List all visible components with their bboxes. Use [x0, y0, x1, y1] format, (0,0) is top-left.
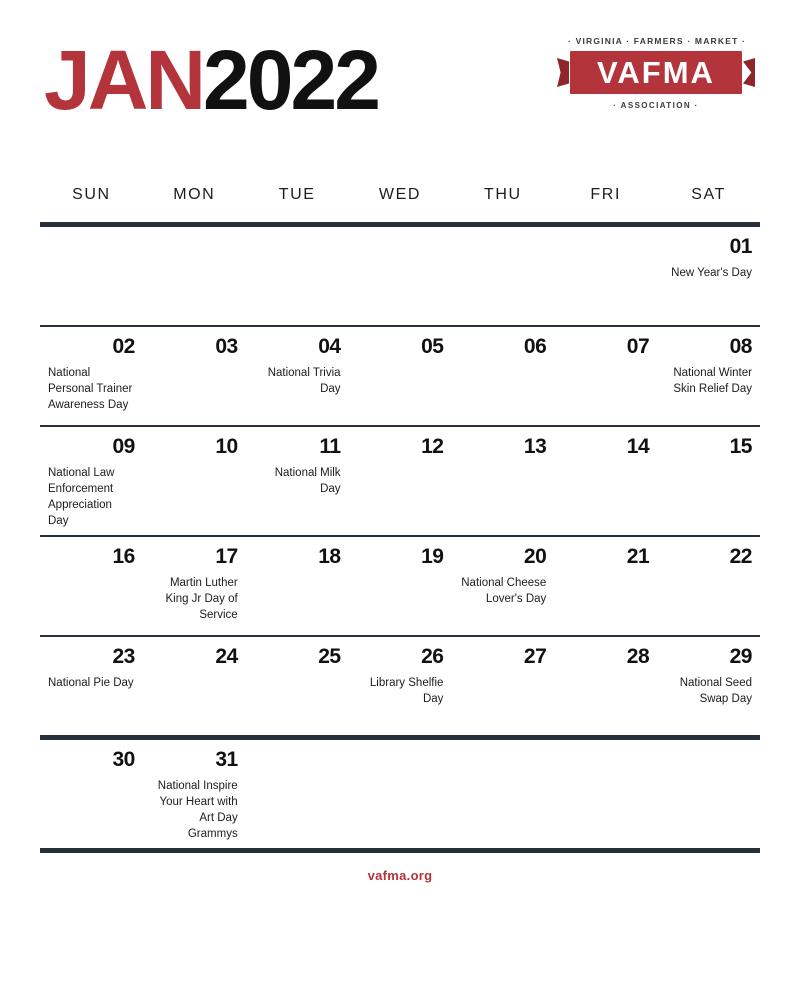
day-number: 05: [421, 335, 444, 358]
logo-bottom-text: · ASSOCIATION ·: [613, 101, 699, 110]
day-event: National Cheese Lover's Day: [461, 577, 547, 605]
day-number: 20: [523, 545, 547, 568]
day-events: [665, 365, 752, 397]
page-header: [0, 0, 800, 152]
weekday-tue: TUE: [278, 186, 316, 203]
calendar-day-cell[interactable]: [349, 427, 452, 535]
day-events: [151, 575, 238, 623]
calendar-day-cell[interactable]: [246, 637, 349, 735]
page-title: [44, 33, 378, 127]
calendar-empty-cell: [349, 740, 452, 848]
day-number: 15: [729, 435, 752, 458]
day-number: 06: [523, 335, 547, 358]
day-number: 22: [729, 545, 752, 568]
calendar-day-cell[interactable]: [657, 637, 760, 735]
day-number: 30: [112, 748, 135, 771]
day-events: [459, 575, 546, 607]
weekday-fri: FRI: [590, 186, 621, 203]
weeks-container: [40, 227, 760, 853]
day-number: 27: [523, 645, 547, 668]
day-number: 24: [215, 645, 238, 668]
calendar-day-cell[interactable]: [657, 227, 760, 325]
day-event: National Trivia Day: [267, 367, 341, 395]
day-number: 14: [626, 435, 650, 458]
logo-name: VAFMA: [597, 55, 715, 90]
calendar-empty-cell: [349, 227, 452, 325]
logo-top-text: · VIRGINIA · FARMERS · MARKET ·: [568, 36, 747, 46]
weekday-thu: THU: [484, 186, 522, 203]
day-number: 13: [523, 435, 547, 458]
day-events: [665, 265, 752, 281]
day-event: National Pie Day: [48, 677, 134, 689]
day-event: National Law Enforcement Appreciation Day: [48, 467, 115, 527]
calendar-empty-cell: [246, 227, 349, 325]
day-events: [48, 675, 135, 691]
calendar-day-cell[interactable]: [451, 327, 554, 425]
day-events: [151, 778, 238, 842]
calendar-empty-cell: [143, 227, 246, 325]
weekday-header-row: [0, 152, 800, 222]
calendar-day-cell[interactable]: [143, 327, 246, 425]
calendar-day-cell[interactable]: [554, 537, 657, 635]
day-number: 10: [215, 435, 238, 458]
calendar-empty-cell: [246, 740, 349, 848]
website-link[interactable]: vafma.org: [367, 868, 433, 883]
calendar-week-row: [40, 227, 760, 325]
calendar-week-row: [40, 427, 760, 535]
calendar-day-cell[interactable]: [143, 537, 246, 635]
day-number: 02: [112, 335, 135, 358]
calendar-week-row: [40, 740, 760, 848]
day-number: 17: [215, 545, 238, 568]
day-events: [48, 365, 135, 413]
day-event: National Seed Swap Day: [679, 677, 752, 705]
calendar-day-cell[interactable]: [246, 327, 349, 425]
weekday-mon: MON: [173, 186, 216, 203]
calendar-empty-cell: [451, 740, 554, 848]
calendar-day-cell[interactable]: [349, 537, 452, 635]
day-events: [254, 365, 341, 397]
calendar-empty-cell: [657, 740, 760, 848]
day-event: Library Shelfie Day: [369, 677, 444, 705]
calendar-day-cell[interactable]: [143, 637, 246, 735]
calendar-day-cell[interactable]: [657, 327, 760, 425]
day-number: 07: [626, 335, 650, 358]
calendar-empty-cell: [40, 227, 143, 325]
title-year: 2022: [203, 33, 378, 127]
calendar-week-row: [40, 537, 760, 635]
calendar-empty-cell: [554, 227, 657, 325]
calendar-day-cell[interactable]: [451, 427, 554, 535]
day-number: 16: [112, 545, 135, 568]
calendar-day-cell[interactable]: [246, 537, 349, 635]
calendar-day-cell[interactable]: [40, 740, 143, 848]
calendar-day-cell[interactable]: [40, 637, 143, 735]
calendar-day-cell[interactable]: [349, 327, 452, 425]
calendar-day-cell[interactable]: [554, 637, 657, 735]
calendar-day-cell[interactable]: [40, 327, 143, 425]
day-events: [665, 675, 752, 707]
day-number: 12: [421, 435, 444, 458]
day-number: 21: [626, 545, 650, 568]
page-footer: [40, 853, 760, 885]
calendar-week-row: [40, 637, 760, 735]
day-event: National Milk Day: [274, 467, 341, 495]
day-number: 18: [318, 545, 341, 568]
calendar-day-cell[interactable]: [554, 327, 657, 425]
day-number: 01: [729, 235, 752, 258]
weekday-sun: SUN: [72, 186, 111, 203]
day-number: 08: [729, 335, 752, 358]
logo-banner: [568, 49, 744, 96]
day-event: New Year's Day: [671, 267, 752, 279]
calendar-day-cell[interactable]: [40, 427, 143, 535]
calendar-empty-cell: [554, 740, 657, 848]
day-events: [254, 465, 341, 497]
title-month: JAN: [44, 33, 204, 127]
vafma-logo: [568, 36, 747, 124]
day-event: National Personal Trainer Awareness Day: [48, 367, 133, 411]
calendar-day-cell[interactable]: [246, 427, 349, 535]
calendar-day-cell[interactable]: [40, 537, 143, 635]
day-number: 04: [318, 335, 341, 358]
day-number: 19: [421, 545, 444, 568]
calendar-day-cell[interactable]: [657, 427, 760, 535]
day-number: 03: [215, 335, 238, 358]
day-number: 26: [421, 645, 444, 668]
calendar-day-cell[interactable]: [554, 427, 657, 535]
calendar-grid: [0, 222, 800, 885]
day-number: 11: [319, 435, 341, 458]
day-events: [48, 465, 135, 529]
calendar-week-row: [40, 327, 760, 425]
day-number: 31: [215, 748, 238, 771]
calendar-day-cell[interactable]: [143, 740, 246, 848]
day-number: 28: [626, 645, 650, 668]
weekday-wed: WED: [378, 186, 422, 203]
day-number: 09: [112, 435, 135, 458]
weekday-sat: SAT: [691, 186, 726, 203]
day-events: [357, 675, 444, 707]
calendar-day-cell[interactable]: [451, 637, 554, 735]
calendar-empty-cell: [451, 227, 554, 325]
day-event: National Winter Skin Relief Day: [673, 367, 752, 395]
day-number: 29: [729, 645, 752, 668]
calendar-day-cell[interactable]: [451, 537, 554, 635]
day-event: Martin Luther King Jr Day of Service: [165, 577, 238, 621]
calendar-day-cell[interactable]: [657, 537, 760, 635]
day-event: National Inspire Your Heart with Art Day: [157, 780, 238, 824]
day-event: Grammys: [187, 828, 238, 840]
calendar-day-cell[interactable]: [143, 427, 246, 535]
day-number: 23: [112, 645, 135, 668]
day-number: 25: [318, 645, 341, 668]
calendar-day-cell[interactable]: [349, 637, 452, 735]
